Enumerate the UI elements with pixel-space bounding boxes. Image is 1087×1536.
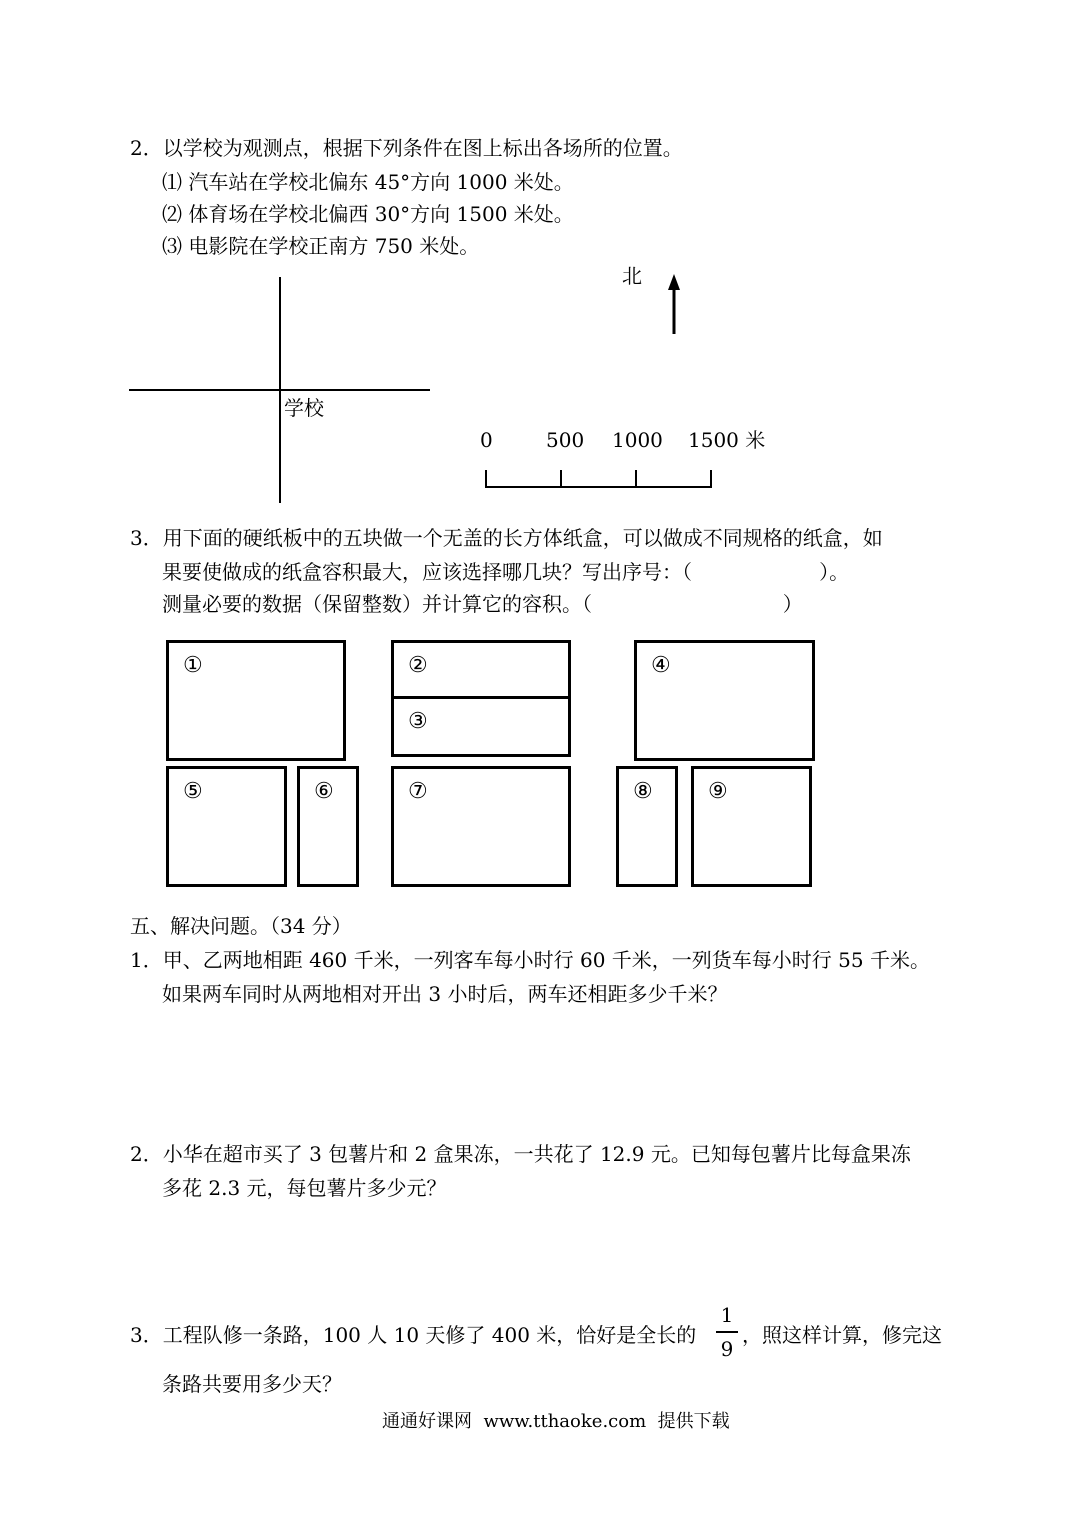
piece-7 xyxy=(391,766,571,887)
fraction-denominator: 9 xyxy=(720,1337,734,1361)
q2-item-1: ⑴ 汽车站在学校北偏东 45°方向 1000 米处。 xyxy=(162,170,574,194)
piece-label: ② xyxy=(408,653,428,678)
scale-label-500: 500 xyxy=(546,428,585,452)
piece-label: ⑧ xyxy=(633,779,653,804)
section-5-heading: 五、解决问题。（34 分） xyxy=(130,914,352,938)
problem-1-line-1: 1．甲、乙两地相距 460 千米，一列客车每小时行 60 千米，一列货车每小时行 55 千米。 xyxy=(130,948,930,972)
problem-3-line-1a: 3．工程队修一条路，100 人 10 天修了 400 米，恰好是全长的 xyxy=(130,1323,697,1347)
problem-1-line-2: 如果两车同时从两地相对开出 3 小时后，两车还相距多少千米？ xyxy=(162,982,728,1006)
q3-line-1: 3．用下面的硬纸板中的五块做一个无盖的长方体纸盒，可以做成不同规格的纸盒，如 xyxy=(130,526,883,550)
q2-item-2: ⑵ 体育场在学校北偏西 30°方向 1500 米处。 xyxy=(162,202,574,226)
problem-3-line-2: 条路共要用多少天？ xyxy=(162,1372,342,1396)
scale-label-1500: 1500 米 xyxy=(688,428,766,452)
q3-line-2: 果要使做成的纸盒容积最大，应该选择哪几块？写出序号：（ ）。 xyxy=(162,560,850,584)
fraction-numerator: 1 xyxy=(720,1303,734,1327)
piece-9 xyxy=(691,766,812,887)
scale-bar xyxy=(482,468,716,492)
vertical-axis xyxy=(279,277,281,503)
piece-label: ⑨ xyxy=(708,779,728,804)
fraction-bar xyxy=(716,1331,738,1333)
problem-2-line-2: 多花 2.3 元，每包薯片多少元？ xyxy=(162,1176,447,1200)
piece-1 xyxy=(166,640,346,761)
q2-item-3: ⑶ 电影院在学校正南方 750 米处。 xyxy=(162,234,480,258)
piece-label: ③ xyxy=(408,709,428,734)
problem-2-line-1: 2．小华在超市买了 3 包薯片和 2 盒果冻，一共花了 12.9 元。已知每包薯片比每盒果冻 xyxy=(130,1142,911,1166)
origin-label: 学校 xyxy=(284,396,324,420)
problem-3-line-1b: ，照这样计算，修完这 xyxy=(742,1323,942,1347)
fraction-one-ninth xyxy=(716,1305,738,1359)
piece-label: ④ xyxy=(651,653,671,678)
piece-2 xyxy=(391,640,571,699)
north-label: 北 xyxy=(622,264,642,288)
q2-title: 2．以学校为观测点，根据下列条件在图上标出各场所的位置。 xyxy=(130,136,683,160)
piece-8 xyxy=(616,766,678,887)
piece-4 xyxy=(634,640,815,761)
piece-label: ⑦ xyxy=(408,779,428,804)
piece-5 xyxy=(166,766,287,887)
q3-line-3: 测量必要的数据（保留整数）并计算它的容积。（ ） xyxy=(162,592,803,616)
piece-label: ⑤ xyxy=(183,779,203,804)
piece-label: ① xyxy=(183,653,203,678)
piece-6 xyxy=(297,766,359,887)
piece-label: ⑥ xyxy=(314,779,334,804)
north-arrow-icon xyxy=(660,272,688,336)
piece-3 xyxy=(391,696,571,757)
scale-label-0: 0 xyxy=(480,428,493,452)
scale-label-1000: 1000 xyxy=(612,428,663,452)
footer: 通通好课网 www.tthaoke.com 提供下载 xyxy=(382,1411,730,1432)
